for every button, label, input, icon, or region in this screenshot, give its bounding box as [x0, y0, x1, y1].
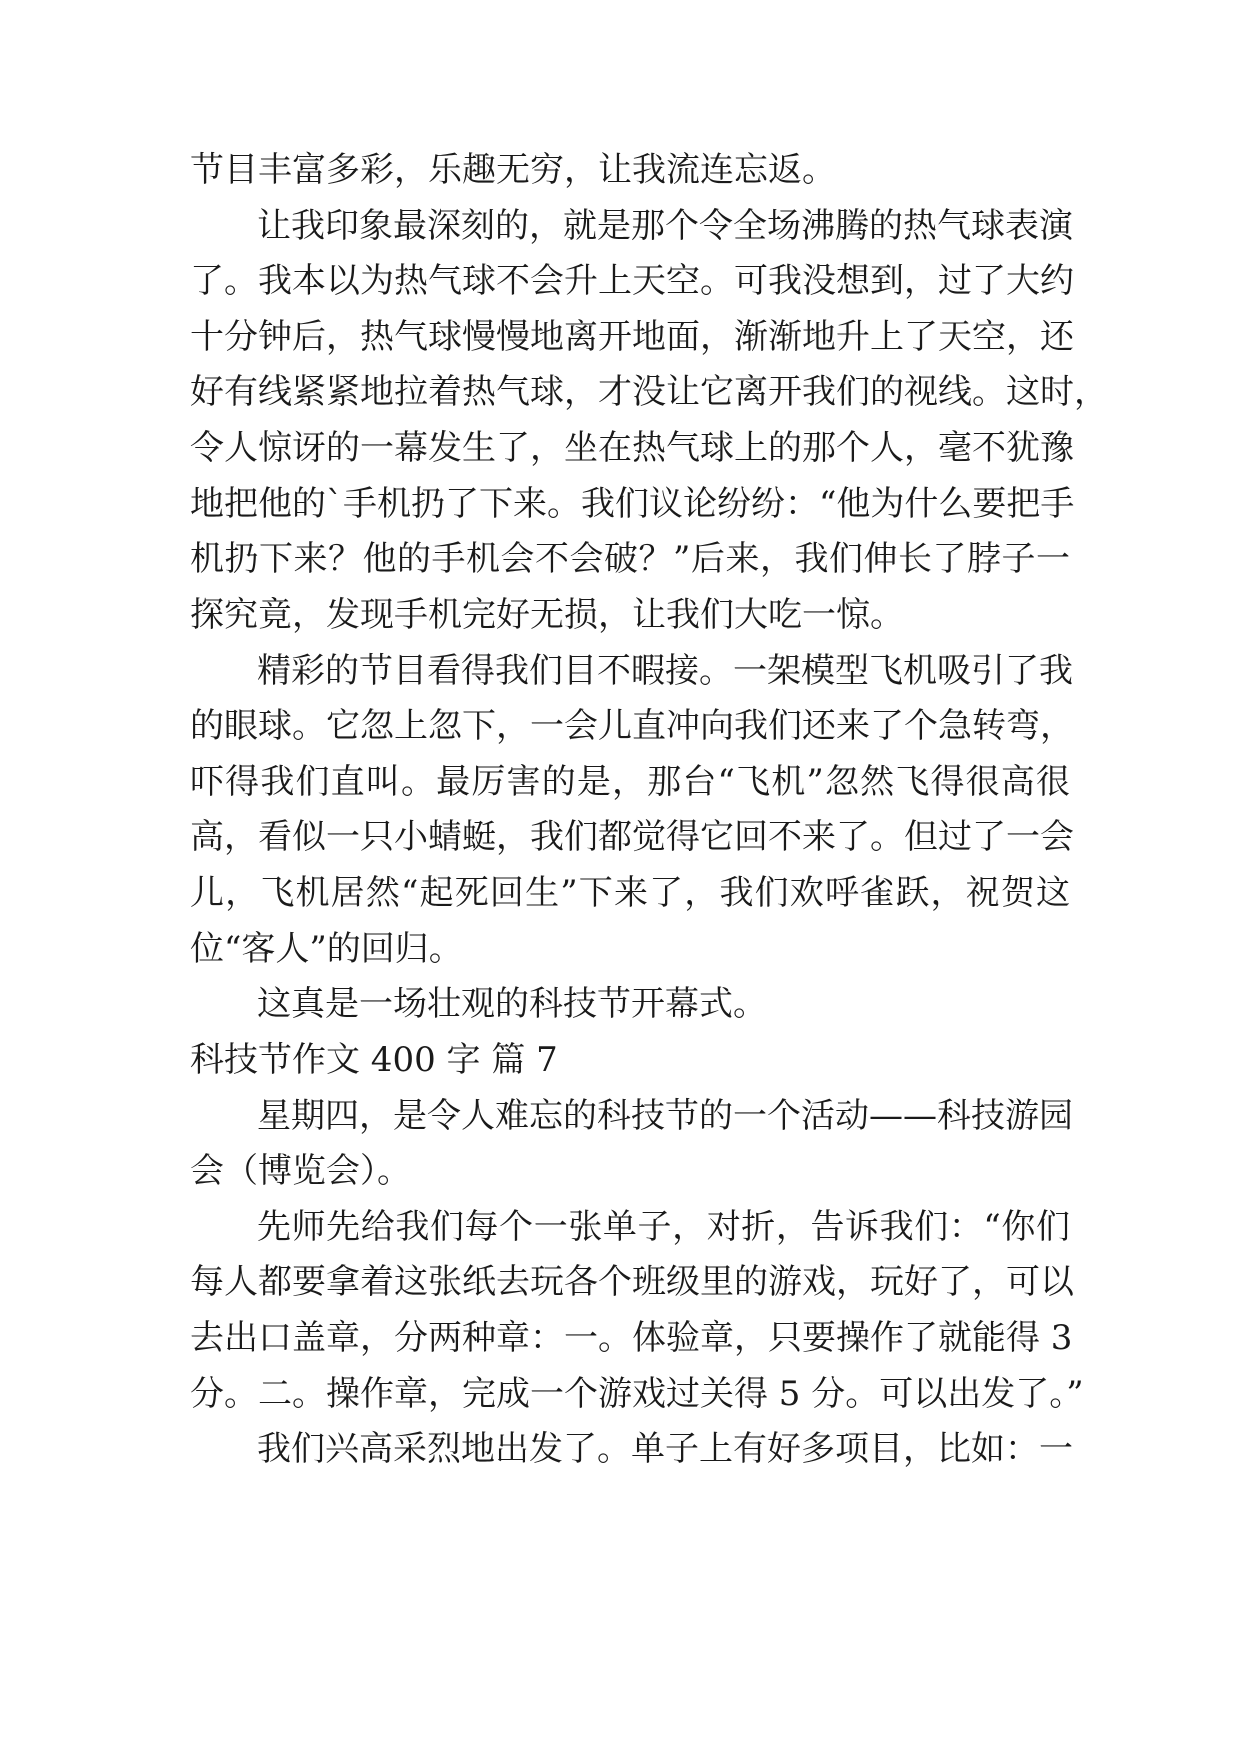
text-line: 每人都要拿着这张纸去玩各个班级里的游戏，玩好了，可以 [190, 1262, 1074, 1302]
text-line: 位“客人”的回归。 [190, 929, 463, 969]
text-line: 好有线紧紧地拉着热气球，才没让它离开我们的视线。这时， [190, 372, 1108, 412]
text-line: 令人惊讶的一幕发生了，坐在热气球上的那个人，毫不犹豫 [190, 428, 1074, 468]
paragraph-first-line: 星期四，是令人难忘的科技节的一个活动——科技游园 [257, 1096, 1073, 1136]
text-line: 了。我本以为热气球不会升上天空。可我没想到，过了大约 [190, 261, 1074, 301]
text-line: 节目丰富多彩，乐趣无穷，让我流连忘返。 [190, 150, 836, 190]
text-line: 去出口盖章，分两种章：一。体验章，只要操作了就能得 3 [190, 1318, 1073, 1358]
text-line: 探究竟，发现手机完好无损，让我们大吃一惊。 [190, 595, 904, 635]
paragraph-first-line: 这真是一场壮观的科技节开幕式。 [257, 984, 767, 1024]
paragraph-first-line: 精彩的节目看得我们目不暇接。一架模型飞机吸引了我 [257, 651, 1073, 691]
text-line: 的眼球。它忽上忽下，一会儿直冲向我们还来了个急转弯， [190, 706, 1074, 746]
section-heading: 科技节作文 400 字 篇 7 [190, 1040, 558, 1080]
text-line: 地把他的`手机扔了下来。我们议论纷纷：“他为什么要把手 [190, 484, 1075, 524]
text-line: 分。二。操作章，完成一个游戏过关得 5 分。可以出发了。” [190, 1374, 1084, 1414]
paragraph-first-line: 让我印象最深刻的，就是那个令全场沸腾的热气球表演 [257, 206, 1073, 246]
text-line: 会（博览会）。 [190, 1151, 411, 1191]
text-line: 机扔下来？他的手机会不会破？”后来，我们伸长了脖子一 [190, 539, 1070, 579]
paragraph-first-line: 我们兴高采烈地出发了。单子上有好多项目，比如：一 [257, 1429, 1073, 1469]
text-line: 吓得我们直叫。最厉害的是，那台“飞机”忽然飞得很高很 [190, 762, 1070, 802]
paragraph-first-line: 先师先给我们每个一张单子，对折，告诉我们：“你们 [257, 1207, 1070, 1247]
text-line: 高，看似一只小蜻蜓，我们都觉得它回不来了。但过了一会 [190, 817, 1074, 857]
text-line: 儿，飞机居然“起死回生”下来了，我们欢呼雀跃，祝贺这 [190, 873, 1070, 913]
text-line: 十分钟后，热气球慢慢地离开地面，渐渐地升上了天空，还 [190, 317, 1074, 357]
